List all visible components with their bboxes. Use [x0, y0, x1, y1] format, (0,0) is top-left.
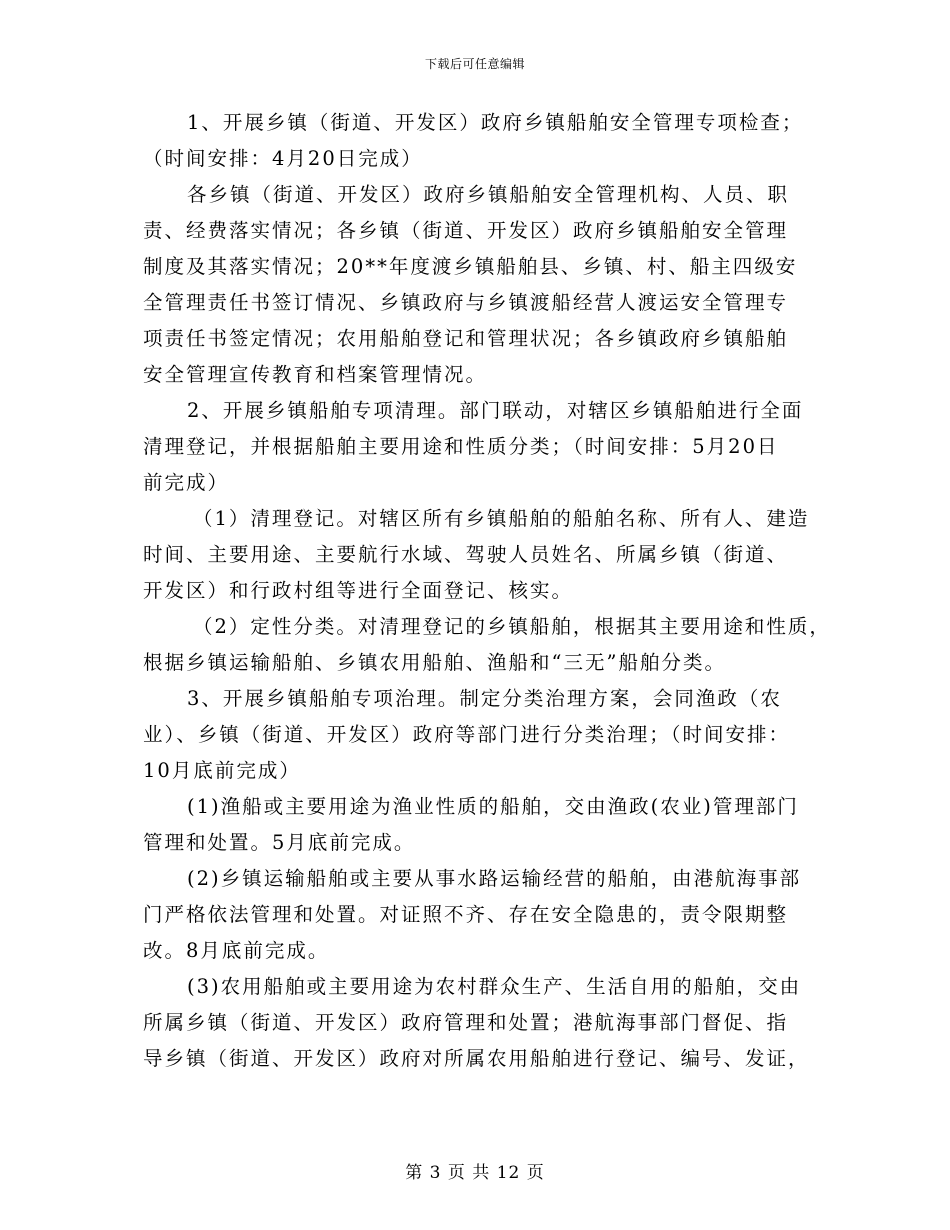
- text-line: 项责任书签定情况；农用船舶登记和管理状况；各乡镇政府乡镇船舶: [143, 327, 789, 350]
- text-line: （时间安排：4月20日完成）: [143, 147, 423, 170]
- text-line: 时间、主要用途、主要航行水域、驾驶人员姓名、所属乡镇（街道、: [143, 543, 789, 566]
- text-line: 根据乡镇运输船舶、乡镇农用船舶、渔船和“三无”船舶分类。: [143, 651, 726, 674]
- text-line: 前完成）: [143, 471, 230, 494]
- text-line: 1、开展乡镇（街道、开发区）政府乡镇船舶安全管理专项检查；: [187, 111, 804, 134]
- text-line: 所属乡镇（街道、开发区）政府管理和处置；港航海事部门督促、指: [143, 1011, 789, 1034]
- text-line: 全管理责任书签订情况、乡镇政府与乡镇渡船经营人渡运安全管理专: [143, 291, 789, 314]
- page-header: 下载后可任意编辑: [424, 57, 525, 71]
- text-line: 管理和处置。5月底前完成。: [143, 831, 416, 854]
- text-line: 业）、乡镇（街道、开发区）政府等部门进行分类治理；（时间安排：: [143, 723, 791, 746]
- text-line: 2、开展乡镇船舶专项清理。部门联动，对辖区乡镇船舶进行全面: [187, 399, 804, 422]
- text-line: (2)乡镇运输船舶或主要从事水路运输经营的船舶，由港航海事部: [187, 867, 802, 890]
- text-line: (1)渔船或主要用途为渔业性质的船舶，交由渔政(农业)管理部门: [187, 795, 799, 818]
- text-line: 责、经费落实情况；各乡镇（街道、开发区）政府乡镇船舶安全管理: [143, 219, 789, 242]
- text-line: 清理登记，并根据船舶主要用途和性质分类；（时间安排：5月20日: [143, 435, 779, 458]
- text-line: 制度及其落实情况；20**年度渡乡镇船舶县、乡镇、村、船主四级安: [143, 255, 798, 278]
- text-line: (3)农用船舶或主要用途为农村群众生产、生活自用的船舶，交由: [187, 975, 802, 998]
- text-line: 导乡镇（街道、开发区）政府对所属农用船舶进行登记、编号、发证，: [143, 1047, 810, 1070]
- page-footer: 第 3 页 共 12 页: [405, 1163, 545, 1183]
- text-line: 安全管理宣传教育和档案管理情况。: [143, 363, 488, 386]
- text-line: （2）定性分类。对清理登记的乡镇船舶，根据其主要用途和性质，: [193, 615, 831, 638]
- text-line: 10月底前完成）: [143, 759, 301, 782]
- text-line: 3、开展乡镇船舶专项治理。制定分类治理方案，会同渔政（农: [187, 687, 782, 710]
- text-line: （1）清理登记。对辖区所有乡镇船舶的船舶名称、所有人、建造: [193, 507, 810, 530]
- text-line: 门严格依法管理和处置。对证照不齐、存在安全隐患的，责令限期整: [143, 903, 789, 926]
- text-line: 改。8月底前完成。: [143, 939, 330, 962]
- text-line: 开发区）和行政村组等进行全面登记、核实。: [143, 579, 574, 602]
- text-line: 各乡镇（街道、开发区）政府乡镇船舶安全管理机构、人员、职: [187, 183, 790, 206]
- document-body: [143, 108, 831, 1074]
